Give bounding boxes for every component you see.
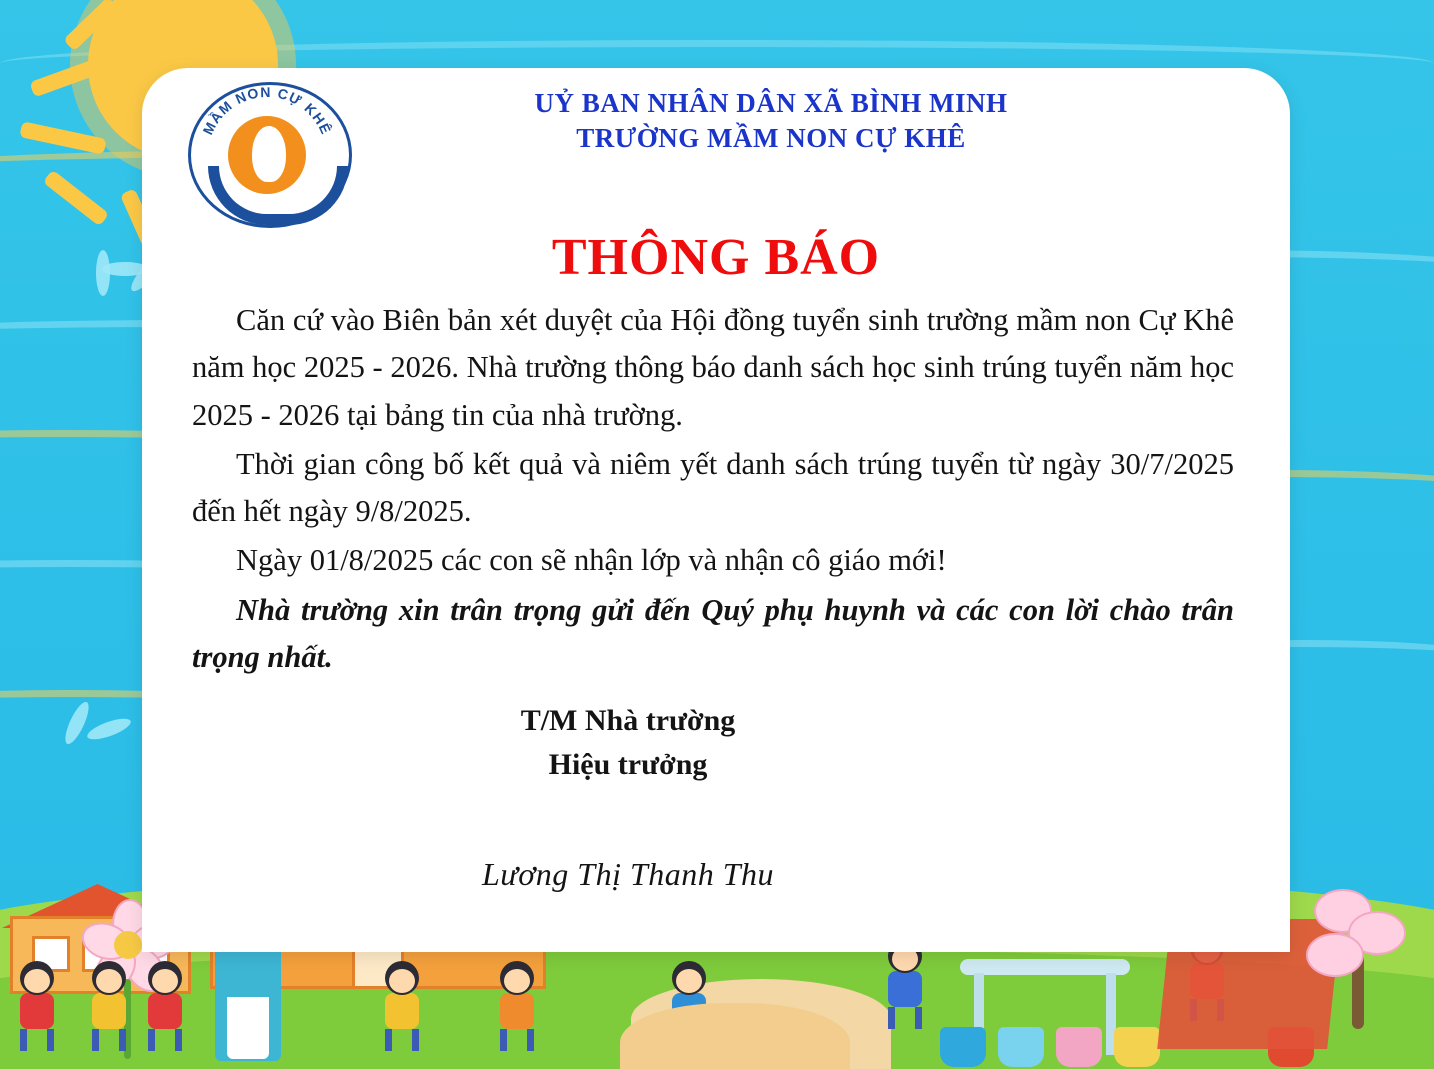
paragraph-1: Căn cứ vào Biên bản xét duyệt của Hội đồng tuyển sinh trường mầm non Cự Khê năm học 2025 - 2026. Nhà trường thông báo danh sách học sinh trúng tuyển năm học 2025 - 2026 tại bảng tin của nhà trường. bbox=[192, 303, 1234, 432]
child-illustration bbox=[888, 939, 922, 1029]
sandbox-illustration bbox=[620, 1003, 850, 1069]
logo-arc-label: MẦM NON CỰ KHÊ bbox=[199, 83, 335, 138]
tree-illustration bbox=[1314, 889, 1404, 1029]
notice-card bbox=[142, 68, 1290, 952]
page-title: THÔNG BÁO bbox=[551, 229, 881, 286]
paint-bucket-icon bbox=[1056, 1027, 1102, 1067]
organization-line-2: TRƯỜNG MẦM NON CỰ KHÊ bbox=[576, 122, 966, 153]
child-illustration bbox=[148, 961, 182, 1051]
organization-line-1: UỶ BAN NHÂN DÂN XÃ BÌNH MINH bbox=[534, 88, 1008, 118]
child-illustration bbox=[385, 961, 419, 1051]
signature-name: Lương Thị Thanh Thu bbox=[481, 856, 775, 893]
child-illustration bbox=[92, 961, 126, 1051]
paragraph-2: Thời gian công bố kết quả và niêm yết danh sách trúng tuyển từ ngày 30/7/2025 đến hết ngày 9/8/2025. bbox=[192, 446, 1234, 529]
signature-role: Hiệu trưởng bbox=[548, 747, 708, 781]
paragraph-3: Ngày 01/8/2025 các con sẽ nhận lớp và nhận cô giáo mới! bbox=[236, 543, 947, 578]
child-illustration bbox=[20, 961, 54, 1051]
signature-block bbox=[192, 699, 1234, 900]
paint-bucket-icon bbox=[1114, 1027, 1160, 1067]
child-illustration bbox=[500, 961, 534, 1051]
paint-bucket-icon bbox=[998, 1027, 1044, 1067]
paint-bucket-icon bbox=[940, 1027, 986, 1067]
document-header bbox=[142, 68, 1290, 214]
signature-on-behalf: T/M Nhà trường bbox=[520, 704, 736, 738]
closing-paragraph: Nhà trường xin trân trọng gửi đến Quý phụ huynh và các con lời chào trân trọng nhất. bbox=[192, 592, 1234, 674]
school-logo bbox=[172, 82, 362, 222]
document-body bbox=[142, 297, 1290, 900]
